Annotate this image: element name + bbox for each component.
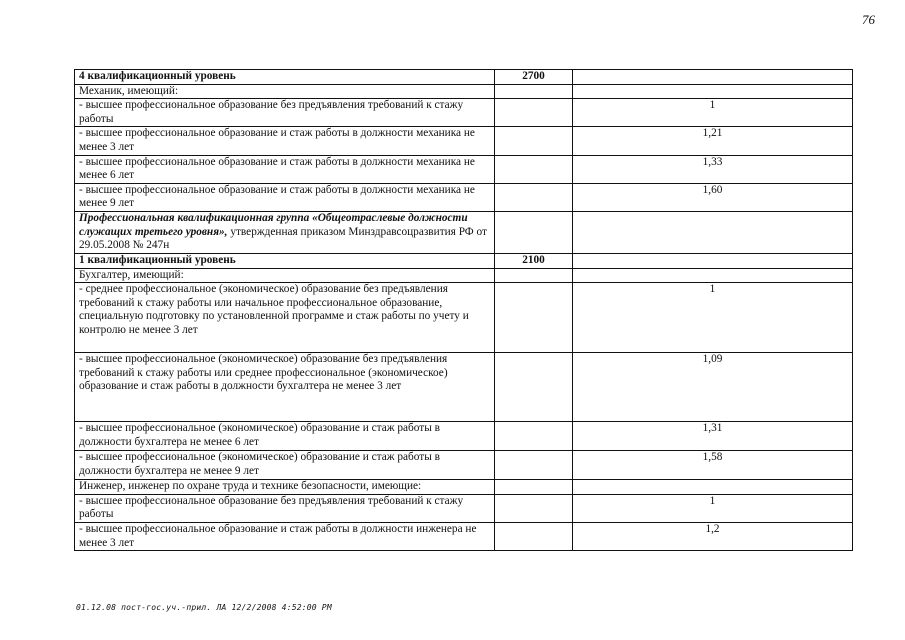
row-base-salary: [495, 422, 573, 451]
row-base-salary: [495, 451, 573, 480]
row-coefficient: 1,09: [573, 353, 853, 422]
row-coefficient: [573, 211, 853, 253]
row-base-salary: [495, 268, 573, 283]
row-description: [75, 211, 495, 253]
row-base-salary: [495, 494, 573, 522]
group-order: утвержденная приказом Минздравсоцразвития РФ от 29.05.2008 № 247н: [79, 225, 487, 252]
row-description: 1 квалификационный уровень: [75, 253, 495, 268]
table-row: [75, 422, 853, 451]
table-row: [75, 353, 853, 422]
row-coefficient: [573, 70, 853, 85]
page-number: 76: [862, 12, 875, 27]
row-base-salary: [495, 99, 573, 127]
table-row: [75, 451, 853, 480]
table-row: [75, 494, 853, 522]
table-row: [75, 480, 853, 495]
row-coefficient: [573, 253, 853, 268]
row-base-salary: [495, 183, 573, 211]
table-row: [75, 127, 853, 155]
group-title: Профессиональная квалификационная группа «Общеотраслевые должности служащих третьего уровня»,: [79, 211, 468, 238]
row-description: 4 квалификационный уровень: [75, 70, 495, 85]
document-footer: 01.12.08 пост-гос.уч.-прил. ЛА 12/2/2008 4:52:00 PM: [76, 603, 332, 612]
table-row: [75, 211, 853, 253]
row-description: Механик, имеющий:: [75, 84, 495, 99]
row-description: - высшее профессиональное образование и стаж работы в должности инженера не менее 3 лет: [75, 522, 495, 550]
row-coefficient: 1: [573, 494, 853, 522]
row-coefficient: 1,31: [573, 422, 853, 451]
row-base-salary: 2700: [495, 70, 573, 85]
row-description: - высшее профессиональное образование без предъявления требований к стажу работы: [75, 99, 495, 127]
row-base-salary: [495, 127, 573, 155]
table-row: [75, 183, 853, 211]
row-coefficient: [573, 480, 853, 495]
row-coefficient: 1: [573, 283, 853, 353]
row-description: - высшее профессиональное образование без предъявления требований к стажу работы: [75, 494, 495, 522]
row-description: Бухгалтер, имеющий:: [75, 268, 495, 283]
table-row: [75, 522, 853, 550]
row-description: Инженер, инженер по охране труда и технике безопасности, имеющие:: [75, 480, 495, 495]
table-row: [75, 283, 853, 353]
row-base-salary: [495, 480, 573, 495]
row-description: - высшее профессиональное образование и стаж работы в должности механика не менее 9 лет: [75, 183, 495, 211]
row-base-salary: [495, 155, 573, 183]
row-description: - высшее профессиональное (экономическое) образование и стаж работы в должности бухгалтера не менее 6 лет: [75, 422, 495, 451]
row-description: - высшее профессиональное (экономическое) образование и стаж работы в должности бухгалтера не менее 9 лет: [75, 451, 495, 480]
row-coefficient: [573, 268, 853, 283]
table-row: [75, 155, 853, 183]
table-row: [75, 253, 853, 268]
table-row: [75, 84, 853, 99]
row-description: - среднее профессиональное (экономическое) образование без предъявления требований к стажу работы или начальное профессиональное образование, специальную подготовку по установленной программе и стаж работы по учету и контролю не менее 3 лет: [75, 283, 495, 353]
row-base-salary: [495, 522, 573, 550]
row-base-salary: [495, 84, 573, 99]
row-coefficient: 1,33: [573, 155, 853, 183]
row-base-salary: [495, 353, 573, 422]
row-coefficient: 1,58: [573, 451, 853, 480]
row-coefficient: 1,60: [573, 183, 853, 211]
row-base-salary: 2100: [495, 253, 573, 268]
table-row: [75, 70, 853, 85]
row-coefficient: 1,2: [573, 522, 853, 550]
row-base-salary: [495, 283, 573, 353]
row-description: - высшее профессиональное (экономическое) образование без предъявления требований к стажу работы или среднее профессиональное (экономическое) образование и стаж работы в должности бухгалтера не менее 3 лет: [75, 353, 495, 422]
row-description: - высшее профессиональное образование и стаж работы в должности механика не менее 6 лет: [75, 155, 495, 183]
qualification-table: [74, 69, 853, 551]
row-coefficient: 1,21: [573, 127, 853, 155]
table-row: [75, 268, 853, 283]
row-description: - высшее профессиональное образование и стаж работы в должности механика не менее 3 лет: [75, 127, 495, 155]
row-base-salary: [495, 211, 573, 253]
table-row: [75, 99, 853, 127]
row-coefficient: 1: [573, 99, 853, 127]
row-coefficient: [573, 84, 853, 99]
